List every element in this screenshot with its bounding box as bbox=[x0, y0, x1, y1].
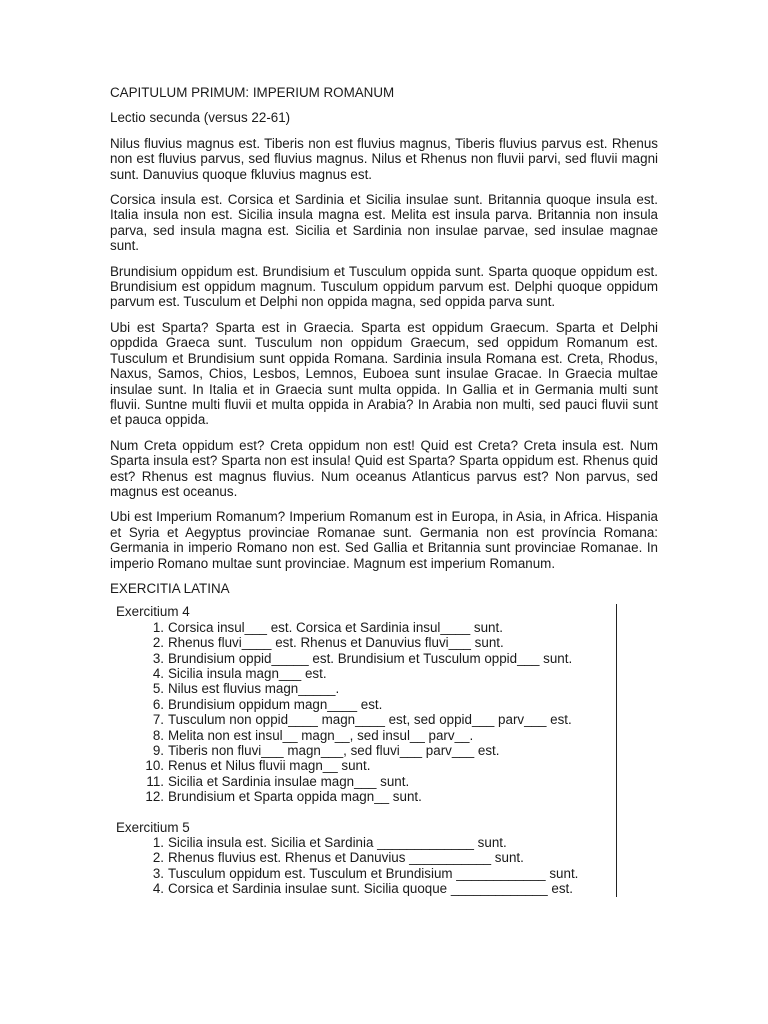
exercise-5-list bbox=[116, 835, 616, 897]
exercise-item bbox=[152, 865, 616, 881]
paragraph-empire: Ubi est Imperium Romanum? Imperium Romanum est in Europa, in Asia, in Africa. Hispania et Syria et Aegyptus provinciae Romanae sunt. Germania non est província Romana: Germania in imperio Romano non est. Sed Gallia et Britannia sunt provinciae Romanae. In imperio Romano multae sunt provinciae. Magnum est imperium Romanum. bbox=[110, 509, 658, 571]
item-text: Tusculum non oppid____ magn____ est, sed oppid___ parv___ est. bbox=[168, 712, 572, 728]
exercise-item bbox=[152, 850, 616, 866]
item-number: 4. bbox=[152, 881, 164, 897]
exercises-box bbox=[110, 604, 617, 896]
exercises-heading: EXERCITIA LATINA bbox=[110, 580, 230, 596]
exercise-item bbox=[152, 727, 616, 743]
exercise-4-list bbox=[116, 620, 616, 805]
paragraph-rivers: Nilus fluvius magnus est. Tiberis non est fluvius magnus, Tiberis fluvius parvus est. Rhenus non est fluvius parvus, sed fluvius magnus. Nilus et Rhenus non fluvii parvi, sed fluvii magni sunt. Danuvius quoque fkluvius magnus est. bbox=[110, 135, 658, 182]
item-number: 3. bbox=[152, 650, 164, 666]
item-text: Melita non est insul__ magn__, sed insul__ parv__. bbox=[168, 727, 474, 743]
exercise-item bbox=[152, 650, 616, 666]
item-number: 6. bbox=[152, 696, 164, 712]
item-number: 2. bbox=[152, 850, 164, 866]
item-text: Nilus est fluvius magn_____. bbox=[168, 681, 340, 697]
exercise-item bbox=[145, 789, 616, 805]
exercise-item bbox=[152, 835, 616, 851]
chapter-title: CAPITULUM PRIMUM: IMPERIUM ROMANUM bbox=[110, 85, 395, 100]
paragraph-islands: Corsica insula est. Corsica et Sardinia et Sicilia insulae sunt. Britannia quoque insula est. Italia insula non est. Sicilia insula magna est. Melita est insula parva. Britannia non insula parva, sed insula magna est. Sicilia et Sardinia non insulae parvae, sed insulae magnae sunt. bbox=[110, 192, 658, 254]
item-number: 4. bbox=[152, 666, 164, 681]
exercise-item bbox=[152, 712, 616, 728]
item-number: 3. bbox=[152, 865, 164, 881]
paragraph-questions: Num Creta oppidum est? Creta oppidum non est! Quid est Creta? Creta insula est. Num Sparta insula est? Sparta non est insula! Quid est Sparta? Sparta oppidum est. Rhenus quid est? Rhenus est magnus fluvius. Num oceanus Atlanticus parvus est? Non parvus, sed magnus est oceanus. bbox=[110, 437, 658, 499]
exercise-item bbox=[152, 666, 616, 681]
item-text: Rhenus fluvi____ est. Rhenus et Danuvius fluvi___ sunt. bbox=[168, 635, 504, 651]
item-text: Rhenus fluvius est. Rhenus et Danuvius ___________ sunt. bbox=[168, 850, 524, 866]
exercise-item bbox=[146, 773, 616, 789]
exercise-item bbox=[152, 635, 616, 651]
paragraph-sparta: Ubi est Sparta? Sparta est in Graecia. Sparta est oppidum Graecum. Sparta et Delphi oppdida Graeca sunt. Tusculum non oppidum Graecum, sed oppidum Romanum est. Tusculum et Brundisium sunt oppida Romana. Sardinia insula Romana est. Creta, Rhodus, Naxus, Samos, Chios, Lesbos, Lemnos, Euboea sunt insulae Gracae. In Graecia multae insulae sunt. In Italia et in Graecia sunt multa oppida. In Gallia et in Germania multi sunt fluvii. Suntne multi fluvii et multa oppida in Arabia? In Arabia non multi, sed pauci fluvii sunt et pauca oppida. bbox=[110, 319, 658, 428]
item-text: Corsica insul___ est. Corsica et Sardinia insul____ sunt. bbox=[168, 619, 503, 635]
item-number: 9. bbox=[152, 743, 164, 759]
item-number: 10. bbox=[145, 758, 164, 774]
document-page bbox=[110, 85, 658, 897]
item-number: 1. bbox=[152, 619, 164, 635]
exercise-item bbox=[145, 758, 616, 774]
item-number: 5. bbox=[152, 681, 164, 697]
exercise-item bbox=[152, 743, 616, 759]
item-text: Renus et Nilus fluvii magn__ sunt. bbox=[168, 758, 371, 774]
item-text: Sicilia insula est. Sicilia et Sardinia _____________ sunt. bbox=[168, 835, 507, 851]
item-text: Tiberis non fluvi___ magn___, sed fluvi___ parv___ est. bbox=[168, 743, 500, 759]
item-text: Sicilia insula magn___ est. bbox=[168, 666, 327, 681]
item-number: 11. bbox=[146, 773, 164, 789]
item-text: Corsica et Sardinia insulae sunt. Sicilia quoque _____________ est. bbox=[168, 881, 573, 897]
item-text: Sicilia et Sardinia insulae magn___ sunt. bbox=[168, 773, 410, 789]
item-number: 1. bbox=[152, 835, 164, 851]
exercise-item bbox=[152, 696, 616, 712]
item-number: 12. bbox=[145, 789, 164, 805]
item-number: 7. bbox=[152, 712, 164, 728]
item-number: 8. bbox=[152, 727, 164, 743]
item-text: Tusculum oppidum est. Tusculum et Brundisium ____________ sunt. bbox=[168, 865, 579, 881]
item-text: Brundisium oppidum magn____ est. bbox=[168, 696, 383, 712]
exercise-item bbox=[152, 881, 616, 897]
paragraph-towns: Brundisium oppidum est. Brundisium et Tusculum oppida sunt. Sparta quoque oppidum est. Brundisium est oppidum magnum. Tusculum oppidum parvum est. Delphi quoque oppidum parvum est. Tusculum et Delphi non oppida magna, sed oppida parva sunt. bbox=[110, 263, 658, 310]
lesson-title: Lectio secunda (versus 22-61) bbox=[110, 110, 291, 126]
exercise-item bbox=[152, 681, 616, 697]
exercise-5-title: Exercitium 5 bbox=[116, 819, 190, 835]
item-text: Brundisium et Sparta oppida magn__ sunt. bbox=[168, 789, 422, 805]
exercise-spacer bbox=[116, 805, 616, 820]
item-number: 2. bbox=[152, 635, 164, 651]
exercise-item bbox=[152, 619, 616, 635]
item-text: Brundisium oppid_____ est. Brundisium et Tusculum oppid___ sunt. bbox=[168, 650, 573, 666]
exercise-4-title: Exercitium 4 bbox=[116, 604, 190, 620]
